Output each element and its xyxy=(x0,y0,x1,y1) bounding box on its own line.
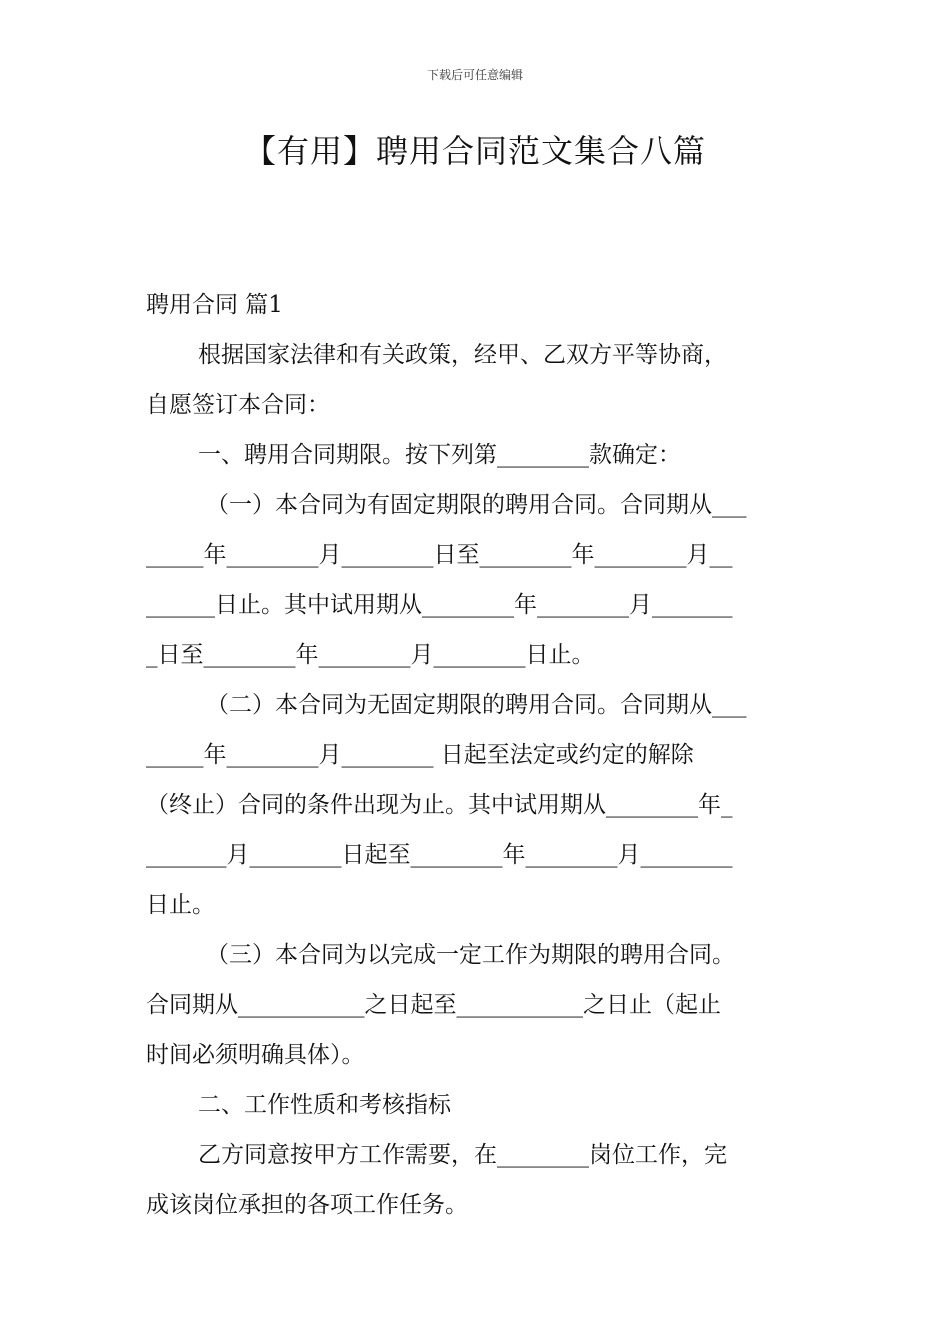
paragraph-line: 根据国家法律和有关政策，经甲、乙双方平等协商， xyxy=(198,342,727,368)
paragraph-line: 时间必须明确具体）。 xyxy=(146,1042,365,1068)
header-note: 下载后可任意编辑 xyxy=(426,68,523,82)
paragraph-line: （一）本合同为有固定期限的聘用合同。合同期从___ xyxy=(206,492,747,518)
paragraph-line: _日至________年________月________日止。 xyxy=(146,642,595,668)
section-heading: 聘用合同 篇1 xyxy=(146,292,283,318)
paragraph-line: _______月________日起至________年________月________ xyxy=(146,842,733,868)
paragraph-line: 乙方同意按甲方工作需要，在________岗位工作，完 xyxy=(198,1142,727,1168)
document-body xyxy=(146,280,806,1230)
document-title: 【有用】聘用合同范文集合八篇 xyxy=(243,132,706,170)
paragraph-line: 日止。 xyxy=(146,892,215,918)
paragraph-line: 自愿签订本合同： xyxy=(146,392,330,418)
paragraph-line: 合同期从___________之日起至___________之日止（起止 xyxy=(146,992,721,1018)
paragraph-line: （三）本合同为以完成一定工作为期限的聘用合同。 xyxy=(206,942,735,968)
clause-heading: 一、聘用合同期限。按下列第________款确定： xyxy=(198,442,681,468)
paragraph-line: （二）本合同为无固定期限的聘用合同。合同期从___ xyxy=(206,692,747,718)
paragraph-line: 成该岗位承担的各项工作任务。 xyxy=(146,1192,468,1218)
paragraph-line: （终止）合同的条件出现为止。其中试用期从________年_ xyxy=(146,792,733,818)
paragraph-line: ______日止。其中试用期从________年________月_______ xyxy=(146,592,733,618)
paragraph-line: _____年________月________ 日起至法定或约定的解除 xyxy=(146,742,694,768)
paragraph-line: _____年________月________日至________年________月__ xyxy=(146,542,733,568)
clause-heading: 二、工作性质和考核指标 xyxy=(198,1092,451,1118)
